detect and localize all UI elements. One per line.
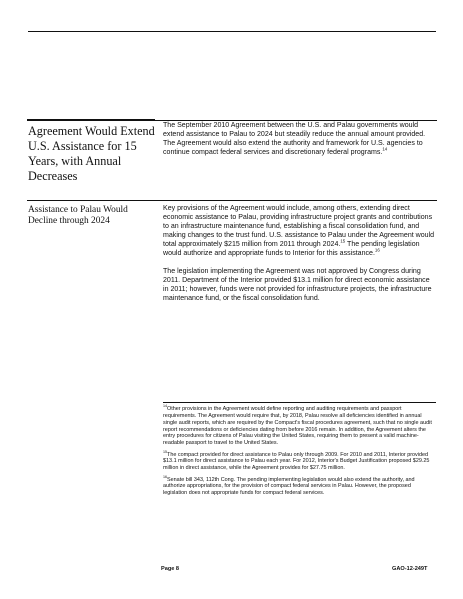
page-number: Page 8 [161, 566, 180, 572]
footnotes [163, 406, 435, 502]
section-body [163, 122, 437, 167]
section-rule [27, 200, 437, 201]
footnote-ref: 14 [382, 146, 388, 152]
report-number: GAO-12-249T [392, 566, 428, 572]
footnote-number: 16 [163, 474, 167, 479]
section-body [163, 205, 437, 313]
section-heading: Agreement Would Extend U.S. Assistance for 15 Years, with Annual Decreases [28, 124, 155, 183]
paragraph-text: The September 2010 Agreement between the U.S. and Palau governments would extend assistance to Palau to 2024 but steadily reduce the annual amount provided. The Agreement would also extend the authority and framework for U.S. agencies to continue compact federal services and discretionary federal programs. [163, 122, 426, 156]
footnote-number: 15 [163, 449, 167, 454]
paragraph-text: The legislation implementing the Agreement was not approved by Congress during 2011. Department of the Interior provided $13.1 million for direct economic assistance in 2011; however, funds were not provided for infrastructure projects, the infrastructure maintenance fund, or the fiscal consolidation fund. [163, 267, 432, 302]
paragraph-text: The pending legislation would authorize and appropriate funds to Interior for this assistance. [163, 240, 420, 257]
section-body-rule [155, 120, 437, 121]
paragraph-text: Key provisions of the Agreement would include, among others, extending direct economic assistance to Palau, providing infrastructure project grants and contributions to an infrastructure maintenance fund, establishing a fiscal consolidation fund, and making changes to the trust fund. U.S. assistance to Palau under the Agreement would total approximately $215 million from 2011 through 2024. [163, 205, 435, 248]
footnote-ref: 16 [374, 247, 380, 253]
paragraph [163, 205, 437, 259]
footnote [163, 406, 435, 447]
section-heading-rule [27, 119, 155, 121]
section-heading: Assistance to Palau Would Decline through 2024 [28, 205, 128, 227]
header-rule [28, 31, 436, 32]
footnote [163, 449, 435, 473]
footnote-ref: 15 [340, 238, 346, 244]
footnote [163, 474, 435, 498]
footnote-text: The compact provided for direct assistance to Palau only through 2009. For 2010 and 2011, Interior provided $13.1 million for direct assistance to Palau each year. For 2012, Interior's Budget Justification proposed $29.25 million in direct assistance, while the Agreement provides for $27.75 million. [163, 451, 430, 472]
footnote-number: 14 [163, 404, 167, 409]
paragraph [163, 268, 437, 304]
footnote-text: Other provisions in the Agreement would define reporting and auditing requirements and passport requirements. The Agreement would require that, by 2018, Palau resolve all deficiencies identified in annual single audit reports, which are required by the Compact's fiscal procedures agreement, such that no single audit report recommendations or deficiencies dating from before 2016 remain. In addition, the Agreement alters the entry procedures for citizens of Palau visiting the United States, requiring them to present a valid machine-readable passport to travel to the United States. [163, 406, 432, 447]
footnote-rule [163, 402, 436, 403]
footnote-text: Senate bill 343, 112th Cong. The pending implementing legislation would also extend the authority, and authorize appropriations, for the provision of compact federal services in Palau. However, the proposed legislation does not appropriate funds for compact federal services. [163, 476, 415, 497]
paragraph [163, 122, 437, 158]
